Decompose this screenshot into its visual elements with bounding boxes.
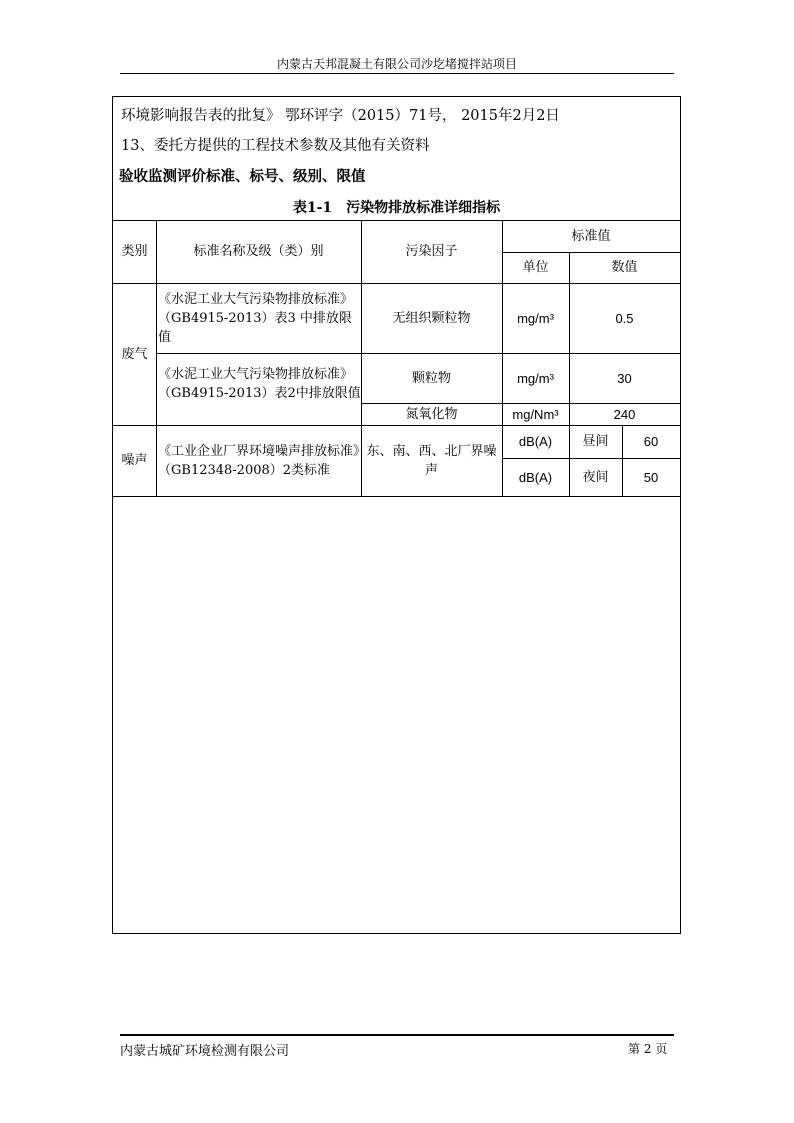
value-cell: 0.5 — [615, 310, 634, 326]
header-value: 数值 — [611, 260, 638, 275]
reference-item-13: 13、委托方提供的工程技术参数及其他有关资料 — [121, 138, 430, 154]
unit-cell: mg/m³ — [517, 310, 554, 326]
category-waste-gas: 废气 — [121, 346, 148, 362]
approval-reference-line: 环境影响报告表的批复》 鄂环评字（2015）71号， 2015年2月2日 — [121, 108, 560, 124]
noise-unit-cell: dB(A) — [518, 434, 553, 449]
table-bottom-rule — [113, 496, 680, 497]
page-number: 第 2 页 — [628, 1042, 668, 1056]
header-unit: 单位 — [522, 260, 549, 275]
header-standard-name: 标准名称及级（类）别 — [193, 244, 324, 259]
section-title: 验收监测评价标准、标号、级别、限值 — [119, 168, 366, 185]
pollutant-cell: 无组织颗粒物 — [392, 310, 471, 326]
pollutant-cell: 氮氧化物 — [405, 406, 458, 422]
footer-rule — [120, 1034, 674, 1036]
content-frame — [112, 96, 681, 934]
unit-cell: mg/m³ — [517, 370, 554, 386]
header-pollutant: 污染因子 — [405, 244, 458, 259]
value-cell: 30 — [617, 370, 632, 386]
pollutant-cell: 颗粒物 — [411, 370, 451, 386]
noise-value-cell: 50 — [643, 469, 659, 485]
category-noise: 噪声 — [121, 453, 148, 468]
footer-company: 内蒙古城矿环境检测有限公司 — [120, 1044, 290, 1059]
noise-period-cell: 夜间 — [582, 469, 609, 485]
page-header-title: 内蒙古天邦混凝土有限公司沙圪堵搅拌站项目 — [276, 57, 517, 71]
noise-pollutant: 东、南、西、北厂界噪声 — [366, 443, 497, 478]
noise-value-cell: 60 — [643, 434, 659, 449]
gas-standard-2: 《水泥工业大气污染物排放标准》（GB4915-2013）表2中排放限值 — [158, 367, 361, 401]
header-category: 类别 — [121, 244, 148, 259]
noise-period-cell: 昼间 — [582, 434, 609, 449]
value-cell: 240 — [613, 406, 636, 422]
header-rule — [120, 73, 674, 74]
noise-standard: 《工业企业厂界环境噪声排放标准》（GB12348-2008）2类标准 — [158, 443, 360, 478]
unit-cell: mg/Nm³ — [512, 406, 559, 422]
gas-standard-1: 《水泥工业大气污染物排放标准》（GB4915-2013）表3 中排放限值 — [158, 291, 354, 345]
table-caption: 表1-1 污染物排放标准详细指标 — [292, 200, 501, 216]
header-limit: 标准值 — [571, 228, 611, 244]
noise-unit-cell: dB(A) — [518, 469, 553, 485]
